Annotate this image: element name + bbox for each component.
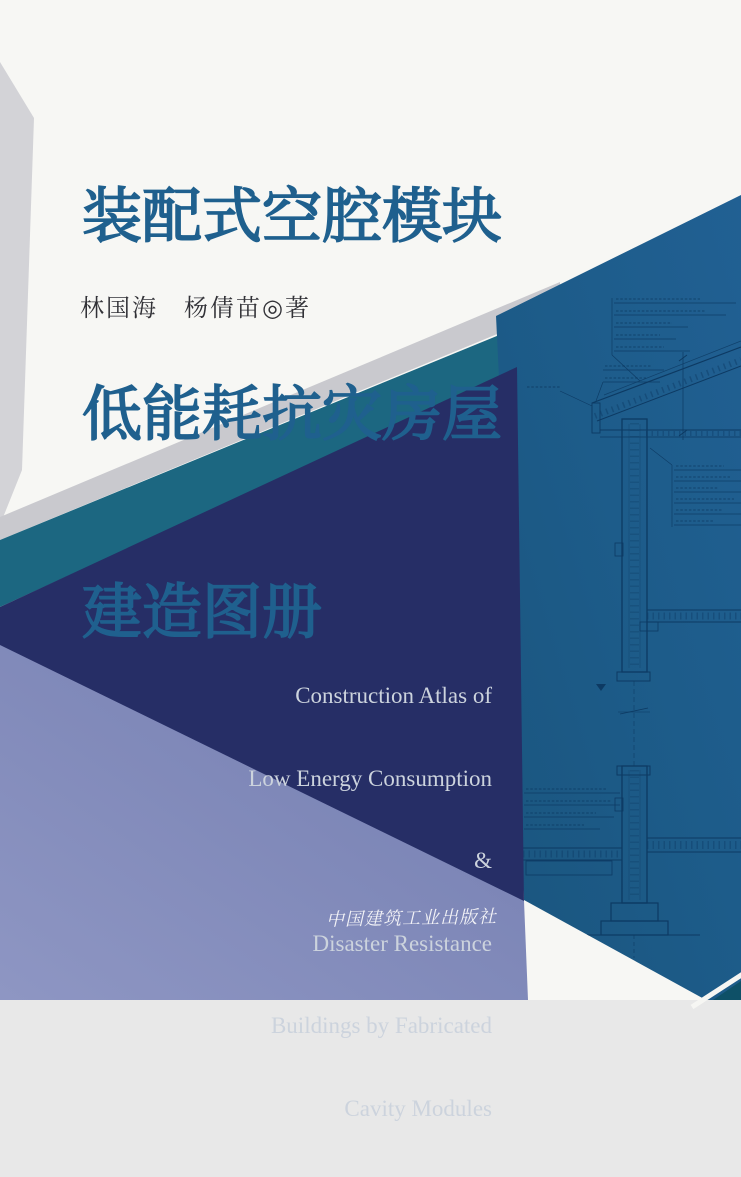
title-line-3: 建造图册 bbox=[82, 580, 322, 646]
title-line-2: 低能耗抗灾房屋 bbox=[82, 382, 502, 448]
subtitle-line-4: Disaster Resistance bbox=[312, 930, 492, 956]
subtitle-line-2: Low Energy Consumption bbox=[248, 765, 492, 791]
blueprint-triangle bbox=[496, 195, 741, 1000]
title-line-1: 装配式空腔模块 bbox=[82, 184, 502, 250]
subtitle-line-3: & bbox=[474, 848, 492, 873]
english-subtitle bbox=[248, 627, 492, 1177]
subtitle-line-1: Construction Atlas of bbox=[295, 683, 492, 708]
subtitle-line-5: Buildings by Fabricated bbox=[270, 1013, 492, 1038]
publisher-name: 中国建筑工业出版社 bbox=[325, 906, 498, 930]
subtitle-line-6: Cavity Modules bbox=[344, 1095, 492, 1121]
author-line: 林国海 杨倩苗◎著 bbox=[80, 296, 311, 322]
